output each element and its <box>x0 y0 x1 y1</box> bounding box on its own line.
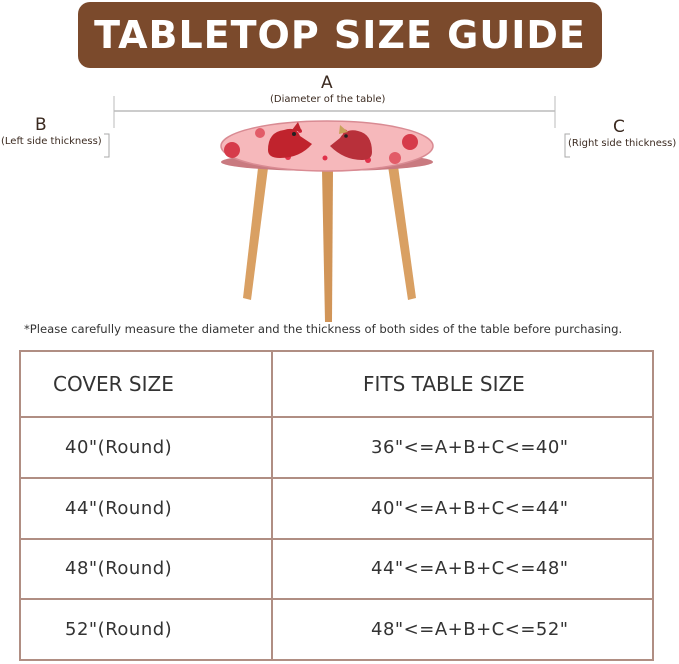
cover-size-cell: 40"(Round) <box>20 417 272 478</box>
table-row <box>20 478 653 539</box>
table-header-row <box>20 351 653 417</box>
b-bracket <box>104 134 109 157</box>
measurement-note: *Please carefully measure the diameter and the thickness of both sides of the table before purchasing. <box>24 322 623 336</box>
table-row <box>20 417 653 478</box>
dimension-c-caption: (Right side thickness) <box>568 138 677 149</box>
dimension-c-letter: C <box>613 117 625 137</box>
tabletop-illustration <box>221 121 433 171</box>
cover-size-cell: 48"(Round) <box>20 539 272 600</box>
dimension-b-letter: B <box>35 115 47 135</box>
cover-size-cell: 52"(Round) <box>20 599 272 660</box>
table-row <box>20 539 653 600</box>
dimension-a-letter: A <box>321 73 333 93</box>
fits-size-cell: 48"<=A+B+C<=52" <box>272 599 653 660</box>
table-diagram <box>0 0 679 330</box>
dimension-b-caption: (Left side thickness) <box>1 136 102 147</box>
table-row <box>20 599 653 660</box>
fits-size-cell: 36"<=A+B+C<=40" <box>272 417 653 478</box>
fits-size-cell: 44"<=A+B+C<=48" <box>272 539 653 600</box>
size-table <box>19 350 654 661</box>
dimension-a-caption: (Diameter of the table) <box>270 94 386 105</box>
table-legs <box>243 166 416 322</box>
page-title: TABLETOP SIZE GUIDE <box>94 13 586 57</box>
cover-size-cell: 44"(Round) <box>20 478 272 539</box>
fits-size-cell: 40"<=A+B+C<=44" <box>272 478 653 539</box>
header-cover-size: COVER SIZE <box>20 351 272 417</box>
header-fits-table-size: FITS TABLE SIZE <box>272 351 653 417</box>
